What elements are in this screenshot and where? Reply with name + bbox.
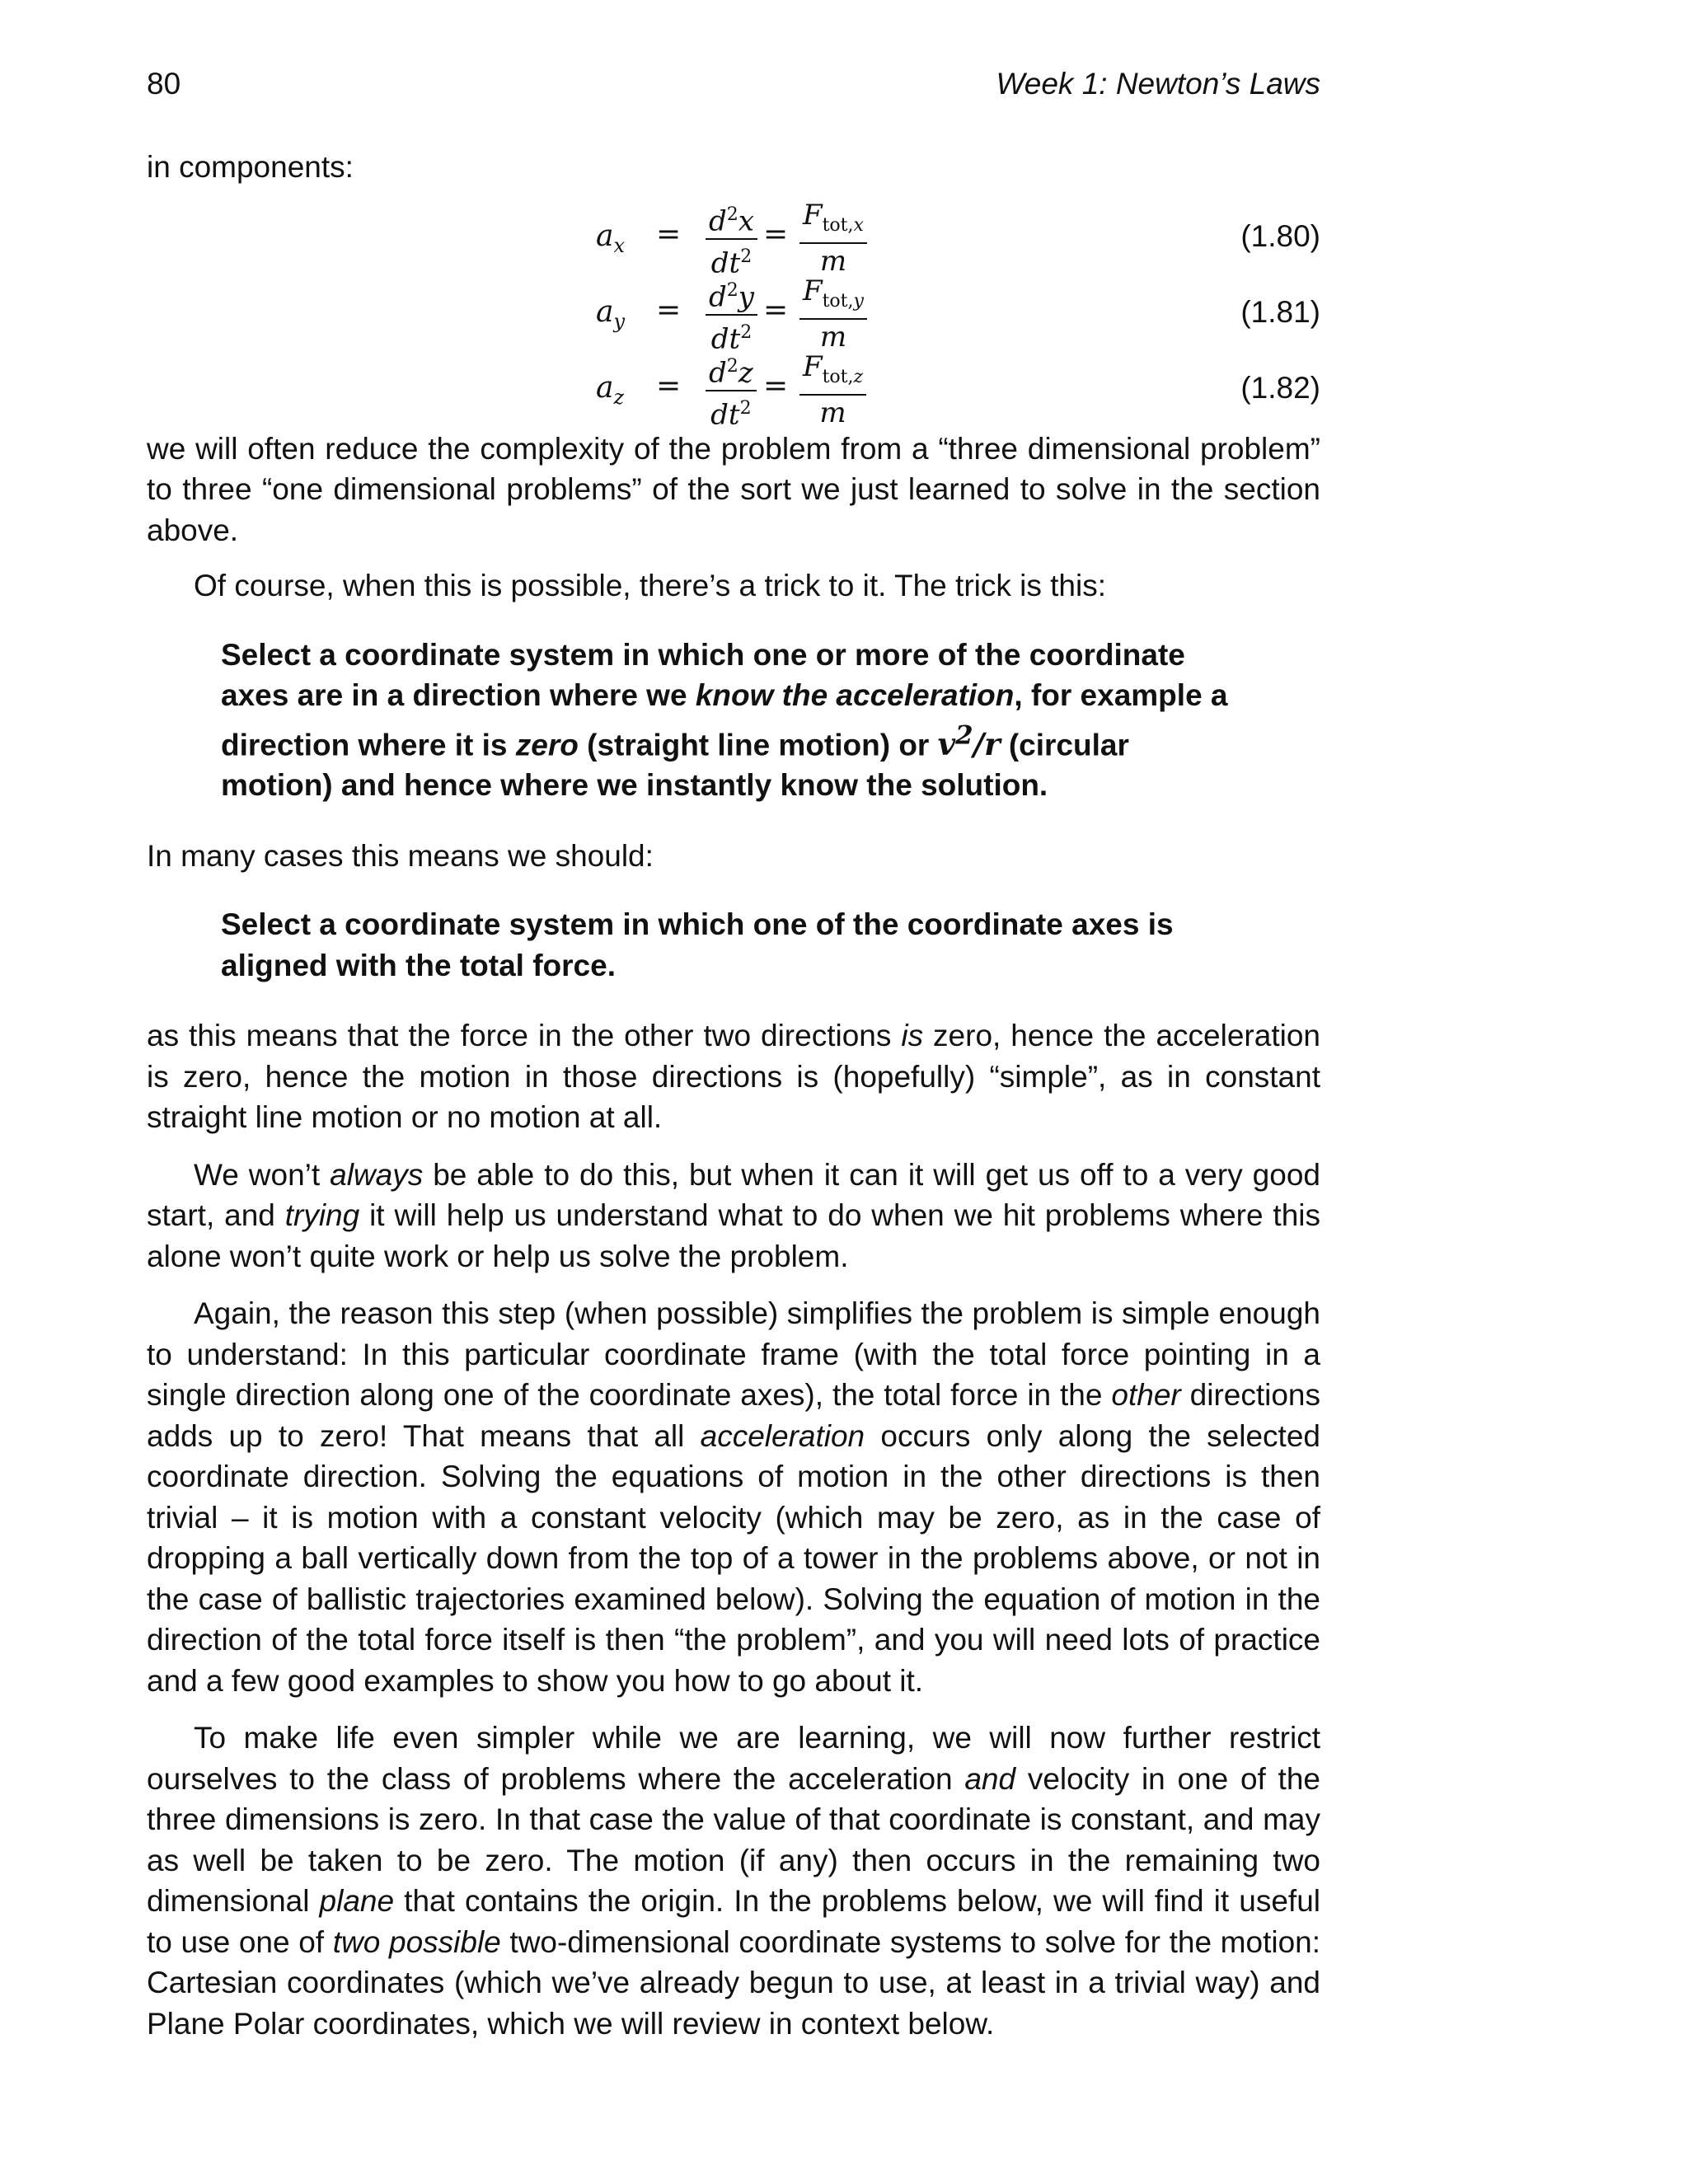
rule-box-total-force: Select a coordinate system in which one of the coordinate axes is aligned with the total force. [221, 907, 1174, 982]
equation-lhs: $a_x$ [596, 218, 626, 257]
paragraph-simpler: To make life even simpler while we are learning, we will now further restrict ourselves to the class of problems where the acceleration and velocity in one of the three dimensions is zero. In that case the value of that coordinate is constant, and may as well be taken to be zero. The motion (if any) then occurs in the remaining two dimensional plane that contains the origin. In the problems below, we will find it useful to use one of two possible two-dimensional coordinate systems to solve for the motion: Cartesian coordinates (which we’ve already begun to use, at least in a trivial way) and Plane Polar coordinates, which we will review in context below. [147, 1721, 1321, 2041]
paragraph-many-cases: In many cases this means we should: [147, 838, 654, 873]
page-body [147, 147, 1320, 2044]
equation-lhs: $a_z$ [596, 370, 625, 409]
equation-1-80 [147, 198, 1320, 280]
running-title: Week 1: Newton’s Laws [996, 67, 1320, 101]
equation-number: (1.80) [1240, 218, 1320, 253]
paragraph-good-start: We won’t always be able to do this, but when it can it will get us off to a very good start, and trying it will help us understand what to do when we hit problems where this alone won’t quite work or help us solve the problem. [147, 1157, 1320, 1273]
equation-1-81 [147, 274, 1320, 356]
equals-sign: = [763, 368, 789, 403]
equation-number: (1.82) [1240, 370, 1320, 405]
paragraph-reason: Again, the reason this step (when possible) simplifies the problem is simple enough to understand: In this particular coordinate frame (with the total force pointing in a single direction along one of the coordinate axes), the total force in the other directions adds up to zero! That means that all acceleration occurs only along the selected coordinate direction. Solving the equations of motion in the other directions is then trivial – it is motion with a constant velocity (which may be zero, as in the case of dropping a ball vertically down from the top of a tower in the problems above, or not in the case of ballistic trajectories examined below). Solving the equation of motion in the direction of the total force itself is then “the problem”, and you will need lots of practice and a few good examples to show you how to go about it. [147, 1296, 1321, 1698]
equation-1-82 [147, 349, 1320, 432]
paragraph-reduce-complexity: we will often reduce the complexity of the problem from a “three dimensional problem” to three “one dimensional problems” of the sort we just learned to solve in the section above. [147, 431, 1320, 547]
force-fraction: $F_{tot,y}$ m [799, 274, 867, 355]
equals-sign: = [763, 217, 789, 251]
rule-box-acceleration: Select a coordinate system in which one or more of the coordinate axes are in a direction where we know the acceleration, for example a direction where it is zero (straight line motion) or $v^2/r$ (circular motion) and hence where we instantly know the solution. [221, 637, 1228, 803]
force-fraction: $F_{tot,x}$ m [799, 198, 867, 279]
equation-block [147, 198, 1320, 432]
intro-text: in components: [147, 150, 354, 184]
equation-number: (1.81) [1240, 294, 1320, 329]
force-fraction: $F_{tot,z}$ m [799, 349, 866, 431]
equals-sign: = [656, 368, 682, 403]
paragraph-trick: Of course, when this is possible, there’s a trick to it. The trick is this: [194, 569, 1107, 602]
equals-sign: = [656, 217, 682, 251]
equation-lhs: $a_y$ [596, 294, 626, 333]
equals-sign: = [763, 293, 789, 327]
second-derivative-fraction: $d^2z$ $dt^2$ [706, 349, 757, 433]
equals-sign: = [656, 293, 682, 327]
paragraph-force-zero: as this means that the force in the other two directions is zero, hence the acceleration is zero, hence the motion in those directions is (hopefully) “simple”, as in constant straight line motion or no motion at all. [147, 1019, 1320, 1135]
page-header [147, 64, 1320, 104]
page-number: 80 [147, 67, 181, 101]
second-derivative-fraction: $d^2y$ $dt^2$ [706, 274, 757, 357]
second-derivative-fraction: $d^2x$ $dt^2$ [706, 198, 757, 281]
